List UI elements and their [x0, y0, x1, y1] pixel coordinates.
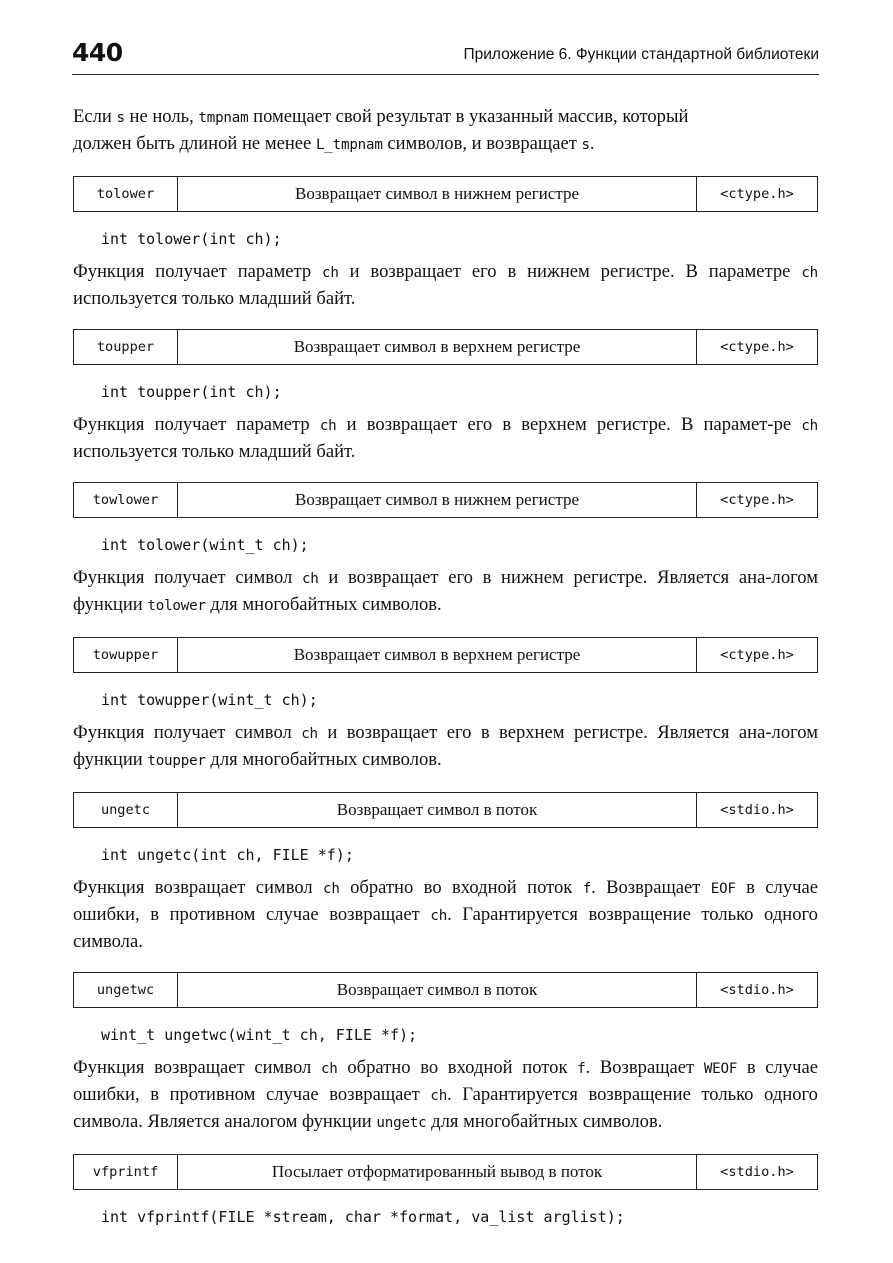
- function-header-file: <stdio.h>: [720, 802, 794, 818]
- page-number: 440: [72, 38, 123, 67]
- function-prototype: int towupper(wint_t ch);: [101, 691, 318, 709]
- function-table-toupper: [73, 329, 818, 365]
- function-header-file: <ctype.h>: [720, 339, 794, 355]
- page-header: [72, 38, 819, 75]
- function-name: vfprintf: [74, 1155, 178, 1189]
- function-description: Возвращает символ в поток: [178, 793, 697, 827]
- function-text: Функция получает символ ch и возвращает его в верхнем регистре. Является ана-логом функции toupper для многобайтных символов.: [73, 722, 818, 770]
- function-name: toupper: [74, 330, 178, 364]
- intro-paragraph: Если s не ноль, tmpnam помещает свой результат в указанный массив, который должен быть длиной не менее L_tmpnam символов, и возвращает s.: [73, 106, 689, 154]
- function-header-file: <stdio.h>: [720, 982, 794, 998]
- running-head: Приложение 6. Функции стандартной библиотеки: [463, 46, 819, 63]
- function-header-file: <ctype.h>: [720, 492, 794, 508]
- function-table-tolower: [73, 176, 818, 212]
- function-prototype: int tolower(wint_t ch);: [101, 536, 309, 554]
- function-table-ungetc: [73, 792, 818, 828]
- function-name: towlower: [74, 483, 178, 517]
- function-prototype: int vfprintf(FILE *stream, char *format, va_list arglist);: [101, 1208, 625, 1226]
- function-header-file: <ctype.h>: [720, 186, 794, 202]
- function-description: Возвращает символ в поток: [178, 973, 697, 1007]
- function-name: ungetc: [74, 793, 178, 827]
- function-prototype: int tolower(int ch);: [101, 230, 282, 248]
- function-name: ungetwc: [74, 973, 178, 1007]
- function-description: Возвращает символ в верхнем регистре: [178, 638, 697, 672]
- function-description: Возвращает символ в нижнем регистре: [178, 483, 697, 517]
- function-header-file: <ctype.h>: [720, 647, 794, 663]
- function-header-file: <stdio.h>: [720, 1164, 794, 1180]
- function-table-ungetwc: [73, 972, 818, 1008]
- function-prototype: wint_t ungetwc(wint_t ch, FILE *f);: [101, 1026, 418, 1044]
- function-prototype: int toupper(int ch);: [101, 383, 282, 401]
- function-table-towlower: [73, 482, 818, 518]
- function-description: Возвращает символ в нижнем регистре: [178, 177, 697, 211]
- function-description: Возвращает символ в верхнем регистре: [178, 330, 697, 364]
- function-text: Функция получает параметр ch и возвращает его в верхнем регистре. В парамет-ре ch используется только младший байт.: [73, 414, 818, 462]
- function-prototype: int ungetc(int ch, FILE *f);: [101, 846, 354, 864]
- function-description: Посылает отформатированный вывод в поток: [178, 1155, 697, 1189]
- page-content: [73, 104, 818, 1229]
- function-table-vfprintf: [73, 1154, 818, 1190]
- function-name: tolower: [74, 177, 178, 211]
- function-table-towupper: [73, 637, 818, 673]
- function-name: towupper: [74, 638, 178, 672]
- function-text: Функция возвращает символ ch обратно во входной поток f. Возвращает EOF в случае ошибки, в противном случае возвращает ch. Гарантируется возвращение только одного символа.: [73, 877, 818, 952]
- function-text: Функция получает символ ch и возвращает его в нижнем регистре. Является ана-логом функции tolower для многобайтных символов.: [73, 567, 818, 615]
- function-text: Функция возвращает символ ch обратно во входной поток f. Возвращает WEOF в случае ошибки, в противном случае возвращает ch. Гарантируется возвращение только одного символа. Является аналогом функции ungetc для многобайтных символов.: [73, 1057, 818, 1132]
- function-text: Функция получает параметр ch и возвращает его в нижнем регистре. В параметре ch используется только младший байт.: [73, 261, 818, 309]
